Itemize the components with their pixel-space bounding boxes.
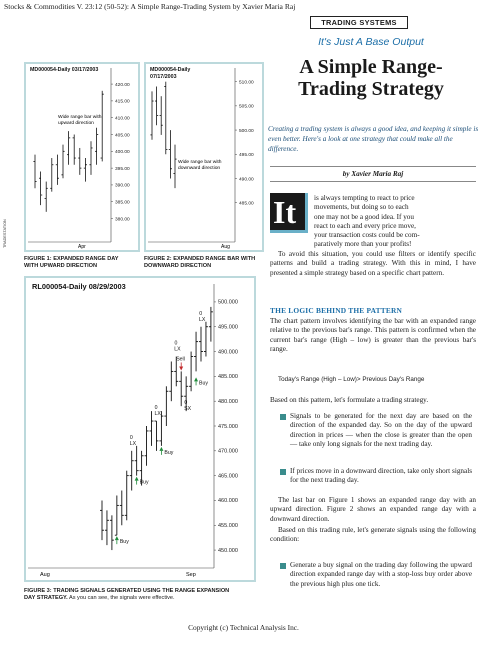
figure-3-exit-signal: [174, 341, 181, 353]
copyright-footer: Copyright (c) Technical Analysis Inc.: [188, 623, 299, 632]
figure-2-plot: [146, 64, 262, 250]
drop-cap: It: [270, 193, 308, 233]
svg-text:Buy: Buy: [139, 479, 149, 486]
figure-2-title-line2: 07/17/2003: [150, 74, 177, 80]
figure-3-x-label-aug: Aug: [40, 572, 50, 578]
figure-3-y-tick-label: 465.000: [218, 473, 238, 480]
figure-3-y-tick-label: 460.000: [218, 498, 238, 505]
intro-line: react to each and every price move,: [314, 221, 416, 230]
article-title: A Simple Range- Trading Strategy: [298, 56, 444, 100]
figure-2-y-tick-label: 510.00: [239, 80, 254, 86]
figure-1-ohlc-bar: [61, 145, 64, 179]
figure-1-ohlc-bar: [78, 148, 81, 175]
figure-2-y-tick-label: 485.00: [239, 201, 254, 207]
figure-1-y-tick-label: 385.00: [115, 200, 130, 206]
figure-1-y-tick-label: 395.00: [115, 166, 130, 172]
figure-3-caption: FIGURE 3: TRADING SIGNALS GENERATED USING THE RANGE EXPANSION DAY STRATEGY. As you can see, the signals were effective.: [24, 588, 230, 601]
figure-2-y-tick-label: 500.00: [239, 128, 254, 134]
figure-2-ohlc-bar: [173, 145, 176, 189]
svg-text:Buy: Buy: [199, 380, 209, 387]
figure-3-ohlc-bar: [179, 371, 183, 406]
figure-3-x-label-sep: Sep: [186, 572, 196, 578]
svg-text:LX: LX: [174, 346, 181, 353]
deck: Creating a trading system is always a good idea, and keeping it simple is even better. Here's a look at one strategy that could make all the difference.: [268, 125, 479, 153]
figure-2-y-tick-label: 490.00: [239, 177, 254, 183]
section-tag: TRADING SYSTEMS: [310, 16, 408, 29]
svg-text:Sell: Sell: [176, 356, 185, 363]
figure-3-plot: [26, 278, 254, 580]
figure-1-y-tick-label: 420.00: [115, 82, 130, 88]
figure-3-y-tick-label: 490.000: [218, 349, 238, 356]
figure-3-ohlc-bar: [189, 352, 193, 392]
figure-3-buy-signal: [194, 377, 208, 386]
figure-3-y-tick-label: 450.000: [218, 547, 238, 554]
based-paragraph: Based on this trading rule, let's generate signals using the following condition:: [270, 526, 476, 544]
figure-1-caption: FIGURE 1: EXPANDED RANGE DAY WITH UPWARD DIRECTION: [24, 256, 119, 269]
figure-3-ohlc-bar: [169, 361, 173, 401]
figure-1-x-label: Apr: [78, 244, 86, 250]
figure-3-ohlc-bar: [199, 327, 203, 362]
figure-3-buy-signal: [115, 536, 129, 545]
bullet-item: If prices move in a downward direction, take only short signals for the next trading day.: [290, 467, 472, 485]
figure-3-ohlc-bar: [194, 332, 198, 372]
figure-1-y-tick-label: 380.00: [115, 217, 130, 223]
figure-3-y-tick-label: 475.000: [218, 423, 238, 430]
intro-line: is always tempting to react to price: [314, 194, 415, 202]
kicker: It's Just A Base Output: [318, 36, 424, 48]
figure-2-ohlc-bar: [164, 82, 167, 155]
figure-1-y-tick-label: 390.00: [115, 183, 130, 189]
figure-1-annotation-line2: upward direction: [58, 121, 94, 126]
figure-2-x-label: Aug: [221, 244, 230, 250]
figure-3-ohlc-bar: [115, 495, 119, 535]
figure-3-ohlc-bar: [130, 451, 134, 491]
intro-rest: To avoid this situation, you could use filters or identify specific patterns and build a trading strategy. With this in mind, I have presented a simple strategy based on a specific chart pattern.: [270, 250, 476, 277]
figure-3-ohlc-bar: [145, 426, 149, 466]
bullet-icon: [280, 563, 286, 569]
figure-2-y-tick-label: 505.00: [239, 104, 254, 110]
figure-1-chart: [24, 62, 140, 252]
figure-1-annotation-line1: Wide range bar with: [58, 115, 102, 120]
logic-heading: THE LOGIC BEHIND THE PATTERN: [270, 306, 403, 315]
figure-2-chart: [144, 62, 264, 252]
formulate-paragraph: Based on this pattern, let's formulate a trading strategy.: [270, 396, 429, 404]
figure-1-ohlc-bar: [89, 141, 92, 175]
figure-1-ohlc-bar: [33, 155, 36, 189]
figure-3-y-tick-label: 500.000: [218, 299, 238, 306]
figure-1-ohlc-bar: [67, 131, 70, 165]
figure-3-ohlc-bar: [125, 471, 129, 521]
last-bar-paragraph: The last bar on Figure 1 shows an expanded range day with an upward direction. Figure 2 shows an expanded range day with a downward direction.: [270, 496, 476, 523]
figure-1-ohlc-bar: [95, 128, 98, 165]
intro-line: your transaction costs could be com-: [314, 231, 420, 240]
figure-2-ohlc-bar: [169, 130, 172, 178]
svg-text:Buy: Buy: [119, 539, 129, 546]
figure-3-ohlc-bar: [204, 322, 208, 357]
svg-text:SX: SX: [184, 406, 192, 413]
figure-2-ohlc-bar: [160, 96, 163, 135]
figure-1-ohlc-bar: [101, 91, 104, 162]
svg-text:LX: LX: [154, 411, 161, 418]
figure-3-y-tick-label: 470.000: [218, 448, 238, 455]
figure-1-ohlc-bar: [84, 158, 87, 182]
figure-1-y-tick-label: 410.00: [115, 116, 130, 122]
figure-1-ohlc-bar: [45, 182, 48, 212]
svg-text:Buy: Buy: [164, 449, 174, 456]
figure-3-y-tick-label: 455.000: [218, 523, 238, 530]
figure-2-caption: FIGURE 2: EXPANDED RANGE BAR WITH DOWNWARD DIRECTION: [144, 256, 256, 269]
svg-text:0: 0: [129, 434, 133, 441]
figure-1-plot: [26, 64, 138, 250]
bullet-item: Signals to be generated for the next day are based on the direction of the expanded day. So on the day of the upward direction in prices — when the close is greater than the open — take only long signals for the next trading day.: [290, 412, 472, 448]
figure-3-exit-signal: [199, 311, 206, 323]
figure-1-y-tick-label: 405.00: [115, 133, 130, 139]
svg-text:0: 0: [199, 310, 203, 317]
intro-line: paratively more than your profits!: [314, 240, 412, 249]
svg-text:LX: LX: [129, 440, 137, 447]
running-head: Stocks & Commodities V. 23:12 (50-52): A Simple Range-Trading System by Xavier Maria Raj: [4, 2, 296, 11]
figure-3-ohlc-bar: [150, 411, 154, 446]
figure-2-title-line1: MD000054-Daily: [150, 67, 191, 73]
figure-3-exit-signal: [184, 400, 191, 412]
bullet-item: Generate a buy signal on the trading day following the upward direction expanded range day with a stop-loss buy order above the previous high plus one tick.: [290, 561, 472, 588]
figure-3-ohlc-bar: [120, 491, 124, 526]
figure-3-chart: [24, 276, 256, 582]
figure-2-y-tick-label: 495.00: [239, 153, 254, 159]
figure-3-sell-signal: [176, 356, 185, 370]
figure-1-ohlc-bar: [50, 158, 53, 192]
figure-3-y-tick-label: 485.000: [218, 374, 238, 381]
figure-3-y-tick-label: 480.000: [218, 398, 238, 405]
figure-2-ohlc-bar: [155, 87, 158, 126]
range-formula: Today's Range (High – Low)> Previous Day's Range: [278, 376, 425, 383]
figure-1-ohlc-bar: [56, 155, 59, 185]
figure-3-ohlc-bar: [154, 421, 158, 451]
bullet-icon: [280, 469, 286, 475]
figure-3-ohlc-bar: [209, 307, 213, 342]
figure-3-ohlc-bar: [110, 515, 114, 550]
byline: by Xavier Maria Raj: [270, 166, 476, 182]
figure-1-ohlc-bar: [39, 171, 42, 205]
figure-3-ohlc-bar: [164, 386, 168, 426]
figure-3-title: RL000054-Daily 08/29/2003: [32, 282, 126, 291]
figure-2-annotation-line1: Wide range bar with: [178, 160, 222, 165]
figure-2-ohlc-bar: [150, 91, 153, 139]
svg-text:0: 0: [184, 400, 188, 407]
intro-line: movements, but doing so to each: [314, 203, 409, 212]
figure-1-y-tick-label: 415.00: [115, 99, 130, 105]
figure-3-ohlc-bar: [135, 446, 139, 476]
figure-3-exit-signal: [130, 435, 137, 447]
logic-paragraph: The chart pattern involves identifying the bar with an expanded range relative to the previous bar's range. This pattern is confirmed when the current bar's range (High – low) is greater than the previous bar's range.: [270, 317, 476, 353]
svg-text:0: 0: [154, 405, 158, 412]
svg-text:0: 0: [174, 340, 178, 347]
intro-line: one may not be a good idea. If you: [314, 212, 414, 221]
figure-2-annotation-line2: downward direction: [178, 166, 221, 171]
svg-text:LX: LX: [199, 316, 206, 323]
figure-3-exit-signal: [154, 405, 161, 417]
figure-1-title: MD000054-Daily 03/17/2003: [30, 67, 99, 73]
intro-lines: [314, 194, 476, 250]
tradestation-credit: TRADESTATION: [3, 219, 7, 248]
figure-3-ohlc-bar: [105, 510, 109, 545]
figure-1-ohlc-bar: [73, 135, 76, 165]
figure-3-buy-signal: [159, 447, 173, 456]
bullet-icon: [280, 414, 286, 420]
figure-1-y-tick-label: 400.00: [115, 150, 130, 156]
figure-3-y-tick-label: 495.000: [218, 324, 238, 331]
figure-3-ohlc-bar: [100, 500, 104, 540]
